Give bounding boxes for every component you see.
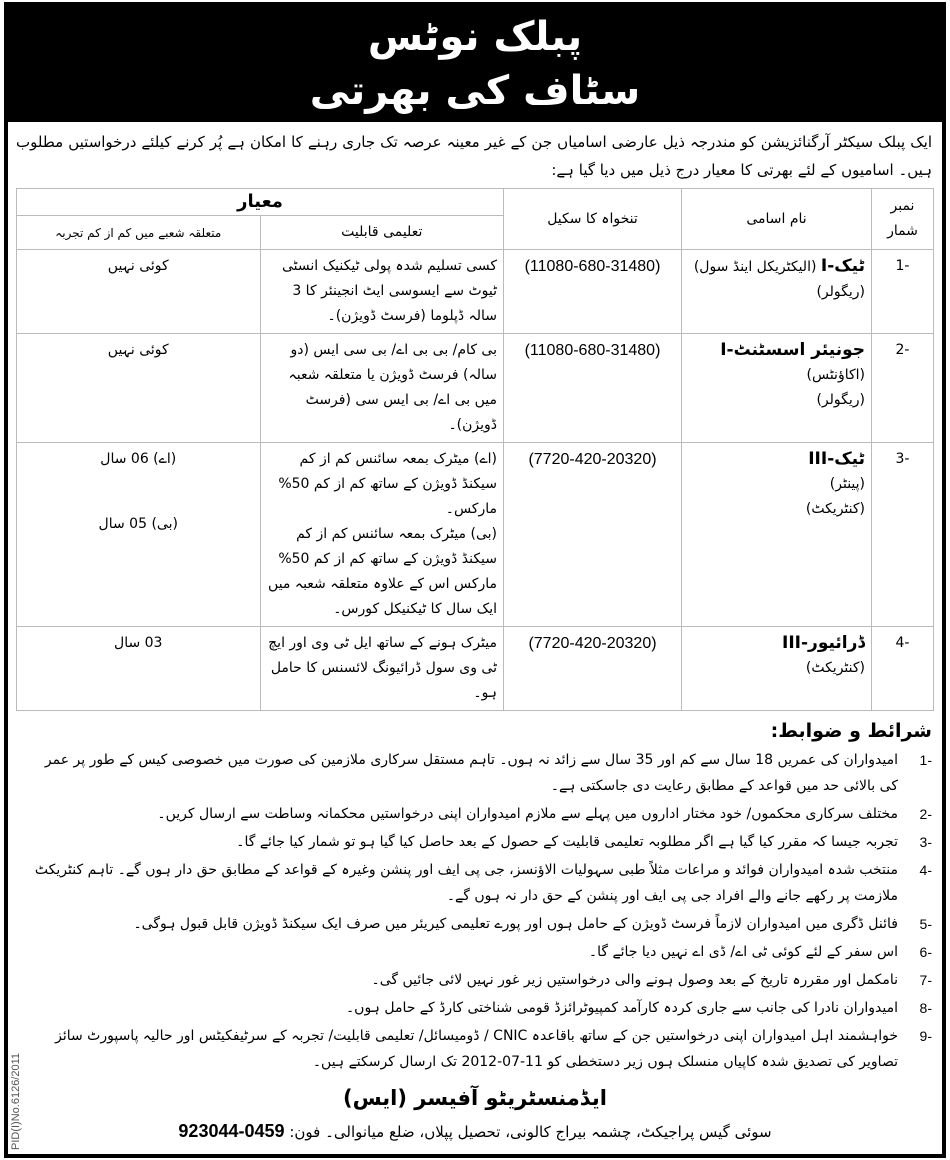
term-text: امیدواران نادرا کی جانب سے جاری کردہ کارآمد کمپیوٹرائزڈ قومی شناختی کارڈ کے حامل ہوں۔ xyxy=(345,1000,898,1016)
address-text: سوئی گیس پراجیکٹ، چشمہ بیراج کالونی، تحصیل پپلاں، ضلع میانوالی۔ فون: xyxy=(289,1123,772,1141)
row-salary: (11080-680-31480) xyxy=(504,334,682,443)
term-number: -7 xyxy=(919,972,932,988)
row-no: -2 xyxy=(872,334,934,443)
qualification-b: (بی) میٹرک بمعہ سائنس کم از کم سیکنڈ ڈویژن کے ساتھ کم از کم 50% مارکس اس کے علاوہ متعلقہ شعبہ میں ایک سال کا ٹیکنیکل کورس۔ xyxy=(268,526,497,617)
vacancies-table xyxy=(16,188,934,711)
post-title: ٹیک-I xyxy=(820,256,865,276)
term-item xyxy=(34,911,932,937)
header-no: نمبر شمار xyxy=(872,189,934,250)
term-number: -5 xyxy=(919,916,932,932)
table-row xyxy=(17,334,934,443)
experience-a: (اے) 06 سال xyxy=(100,451,177,467)
post-sub: (کنٹریکٹ) xyxy=(805,660,865,676)
term-number: -4 xyxy=(919,862,932,878)
term-item xyxy=(34,857,932,909)
row-qualification: میٹرک ہونے کے ساتھ ایل ٹی وی اور ایچ ٹی وی سول ڈرائیونگ لائسنس کا حامل ہو۔ xyxy=(260,627,504,711)
table-row xyxy=(17,443,934,627)
header-salary: تنخواہ کا سکیل xyxy=(504,189,682,250)
post-type: (کنٹریکٹ) xyxy=(805,501,865,517)
header-name: نام اسامی xyxy=(682,189,872,250)
experience-b: (بی) 05 سال xyxy=(98,516,178,532)
officer-title: ایڈمنسٹریٹو آفیسر (ایس) xyxy=(343,1086,607,1110)
terms-section xyxy=(34,715,932,1077)
post-sub: (پینٹر) xyxy=(829,476,865,492)
row-post xyxy=(682,443,872,627)
term-item xyxy=(34,939,932,965)
header-experience: متعلقہ شعبے میں کم از کم تجربہ xyxy=(17,216,261,250)
term-text: تجربہ جیسا کہ مقرر کیا گیا ہے اگر مطلوبہ تعلیمی قابلیت کے حصول کے بعد حاصل کیا گیا ہو تو شمار کیا جائے گا۔ xyxy=(236,834,898,850)
row-no: -3 xyxy=(872,443,934,627)
signature-block xyxy=(8,1077,942,1154)
post-title: جونیئر اسسٹنٹ-I xyxy=(720,340,865,360)
row-post xyxy=(682,627,872,711)
term-item xyxy=(34,747,932,799)
header-banner xyxy=(8,6,942,122)
address xyxy=(8,1115,942,1148)
term-item xyxy=(34,801,932,827)
phone-number: 0459-923044 xyxy=(178,1121,285,1141)
row-qualification: کسی تسلیم شدہ پولی ٹیکنیک انسٹی ٹیوٹ سے ایسوسی ایٹ انجینئر کا 3 سالہ ڈپلوما (فرسٹ ڈویژن)۔ xyxy=(260,250,504,334)
row-experience xyxy=(17,443,261,627)
post-title: ڈرائیور-III xyxy=(782,633,865,653)
term-text: خواہشمند اہل امیدواران اپنی درخواستیں جن کے ساتھ باقاعدہ CNIC / ڈومیسائل/ تعلیمی قابلیت/ تجربہ کے سرٹیفکیٹس اور حالیہ پاسپورٹ سائز تصاویر کی تصدیق شدہ کاپیاں منسلک ہوں زیر دستخطی کو 11-07-2012 تک ارسال کرسکتے ہیں۔ xyxy=(55,1028,898,1070)
term-text: فائنل ڈگری میں امیدواران لازماً فرسٹ ڈویژن کے حامل ہوں اور پورے تعلیمی کیریئر میں صرف ایک سیکنڈ ڈویژن قابل قبول ہوگی۔ xyxy=(133,916,898,932)
term-number: -1 xyxy=(919,752,932,768)
post-type: (ریگولر) xyxy=(816,284,865,300)
row-no: -4 xyxy=(872,627,934,711)
row-no: -1 xyxy=(872,250,934,334)
row-post xyxy=(682,334,872,443)
term-text: منتخب شدہ امیدواران فوائد و مراعات مثلاً طبی سہولیات الاؤنسز، جی پی ایف اور پنشن وغیرہ کے قواعد کے مطابق حق دار ہوں گے۔ تاہم کنٹریکٹ ملازمت پر رکھے جانے والے افراد جی پی ایف اور پنشن کے حق دار نہ ہوں گے۔ xyxy=(34,862,898,904)
row-experience: کوئی نہیں xyxy=(17,250,261,334)
post-title: ٹیک-III xyxy=(808,449,865,469)
row-experience: 03 سال xyxy=(17,627,261,711)
pid-number: PID(I)No.6126/2011 xyxy=(10,1052,22,1150)
term-item xyxy=(34,967,932,993)
table-row xyxy=(17,627,934,711)
term-number: -6 xyxy=(919,944,932,960)
post-sub: (الیکٹریکل اینڈ سول) xyxy=(693,259,817,275)
header-criteria: معیار xyxy=(17,189,504,216)
term-number: -3 xyxy=(919,834,932,850)
term-text: نامکمل اور مقررہ تاریخ کے بعد وصول ہونے والی درخواستیں زیر غور نہیں لائی جائیں گی۔ xyxy=(371,972,898,988)
table-row xyxy=(17,250,934,334)
term-item xyxy=(34,829,932,855)
post-type: (ریگولر) xyxy=(816,392,865,408)
post-sub: (اکاؤنٹس) xyxy=(806,367,865,383)
term-number: -9 xyxy=(919,1028,932,1044)
title-staff-recruitment: سٹاف کی بھرتی xyxy=(309,68,641,114)
qualification-a: (اے) میٹرک بمعہ سائنس کم از کم سیکنڈ ڈویژن کے ساتھ کم از کم 50% مارکس۔ xyxy=(278,451,497,517)
title-public-notice: پبلک نوٹس xyxy=(367,14,583,60)
notice-frame xyxy=(4,2,946,1158)
row-salary: (11080-680-31480) xyxy=(504,250,682,334)
intro-paragraph: ایک پبلک سیکٹر آرگنائزیشن کو مندرجہ ذیل عارضی اسامیاں جن کے غیر معینہ عرصہ تک جاری رہنے کا امکان ہے پُر کرنے کیلئے درخواستیں مطلوب ہیں۔ اسامیوں کے لئے بھرتی کا معیار درج ذیل میں دیا گیا ہے: xyxy=(16,133,932,179)
header-qualification: تعلیمی قابلیت xyxy=(260,216,504,250)
term-text: اس سفر کے لئے کوئی ٹی اے/ ڈی اے نہیں دیا جائے گا۔ xyxy=(588,944,898,960)
term-item xyxy=(34,1023,932,1075)
term-number: -2 xyxy=(919,806,932,822)
terms-heading: شرائط و ضوابط: xyxy=(770,720,932,742)
row-post xyxy=(682,250,872,334)
term-text: امیدواران کی عمریں 18 سال سے کم اور 35 سال سے زائد نہ ہوں۔ تاہم مستقل سرکاری ملازمین کی صورت میں خصوصی کیس کے طور پر عمر کی بالائی حد میں قواعد کے مطابق رعایت دی جاسکتی ہے۔ xyxy=(44,752,898,794)
row-salary: (7720-420-20320) xyxy=(504,443,682,627)
row-experience: کوئی نہیں xyxy=(17,334,261,443)
term-text: مختلف سرکاری محکموں/ خود مختار اداروں میں پہلے سے ملازم امیدواران اپنی درخواستیں محکمانہ وساطت سے ارسال کریں۔ xyxy=(157,806,898,822)
row-qualification: بی کام/ بی بی اے/ بی سی ایس (دو سالہ) فرسٹ ڈویژن یا متعلقہ شعبہ میں بی اے/ بی ایس سی (فرسٹ ڈویژن)۔ xyxy=(260,334,504,443)
term-item xyxy=(34,995,932,1021)
row-salary: (7720-420-20320) xyxy=(504,627,682,711)
term-number: -8 xyxy=(919,1000,932,1016)
row-qualification xyxy=(260,443,504,627)
